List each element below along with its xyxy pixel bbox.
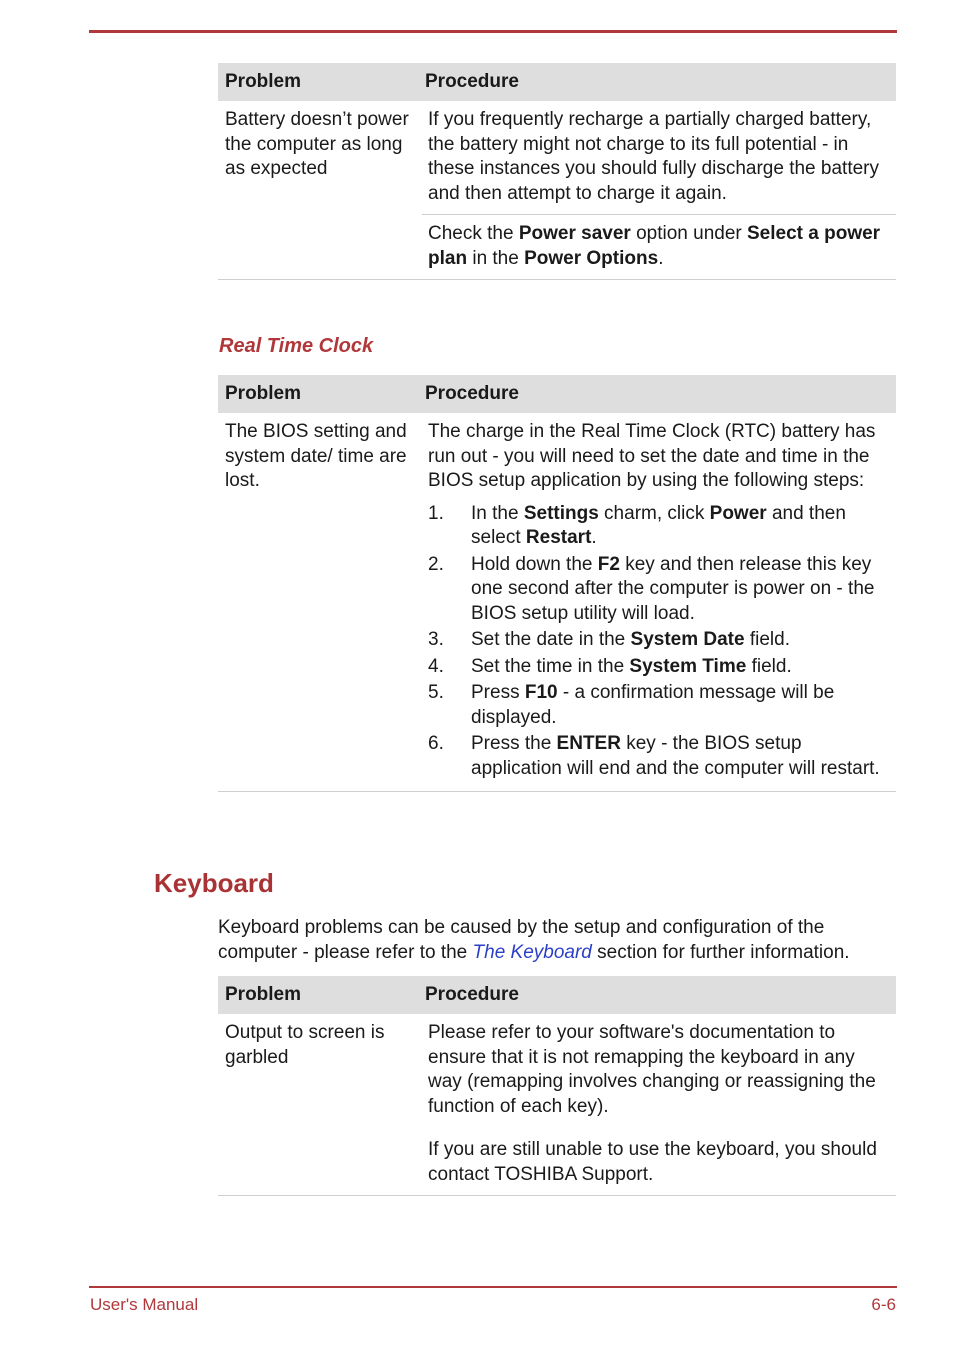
header-rule: [89, 30, 897, 33]
table-header: [218, 375, 896, 413]
table-row: [218, 101, 896, 280]
list-item: 1. In the Settings charm, click Power and then select Restart.: [428, 502, 846, 548]
battery-table: [218, 63, 896, 280]
keyboard-section-link[interactable]: The Keyboard: [472, 941, 592, 963]
column-header-procedure: Procedure: [425, 382, 519, 404]
procedure-cell: [422, 1014, 896, 1195]
list-item: 4. Set the time in the System Time field.: [428, 655, 792, 677]
procedure-cell: [422, 413, 896, 791]
footer-rule: [89, 1286, 897, 1288]
column-header-procedure: Procedure: [425, 70, 519, 92]
problem-cell: Output to screen is garbled: [225, 1022, 385, 1068]
list-item: 2. Hold down the F2 key and then release this key one second after the computer is power on - the BIOS setup utility will load.: [428, 553, 875, 624]
table-row: [218, 413, 896, 792]
procedure-text: The charge in the Real Time Clock (RTC) battery has run out - you will need to set the date and time in the BIOS setup application by using the following steps:: [428, 421, 876, 491]
procedure-text: If you frequently recharge a partially charged battery, the battery might not charge to its full potential - in these instances you should fully discharge the battery and then attempt to charge it again.: [428, 109, 879, 204]
column-header-problem: Problem: [225, 983, 302, 1005]
column-header-problem: Problem: [225, 70, 302, 92]
problem-cell: The BIOS setting and system date/ time are lost.: [225, 421, 407, 491]
keyboard-table: [218, 976, 896, 1196]
table-header: [218, 976, 896, 1014]
section-heading: Keyboard: [154, 868, 274, 898]
procedure-cell: [422, 101, 896, 214]
page-number: 6-6: [871, 1295, 896, 1314]
procedure-text: Please refer to your software's documentation to ensure that it is not remapping the keyboard in any way (remapping involves changing or reassigning the function of each key).: [428, 1022, 876, 1117]
list-item: 3. Set the date in the System Date field.: [428, 629, 790, 650]
procedure-text: If you are still unable to use the keyboard, you should contact TOSHIBA Support.: [428, 1139, 877, 1185]
list-item: 6. Press the ENTER key - the BIOS setup application will end and the computer will restart.: [428, 733, 880, 779]
procedure-text: Check the Power saver option under Select a power plan in the Power Options.: [428, 223, 881, 269]
column-header-procedure: Procedure: [425, 983, 519, 1005]
table-row: [218, 1014, 896, 1196]
footer-title: User's Manual: [90, 1295, 199, 1314]
rtc-table: [218, 375, 896, 792]
steps-list: [428, 502, 890, 782]
column-header-problem: Problem: [225, 382, 302, 404]
problem-cell: Battery doesn’t power the computer as long as expected: [225, 109, 409, 179]
section-intro: Keyboard problems can be caused by the setup and configuration of the computer - please refer to the The Keyboard section for further information.: [218, 917, 850, 963]
section-subheading: Real Time Clock: [219, 335, 374, 357]
table-header: [218, 63, 896, 101]
procedure-cell: [422, 214, 896, 279]
list-item: 5. Press F10 - a confirmation message will be displayed.: [428, 682, 835, 728]
